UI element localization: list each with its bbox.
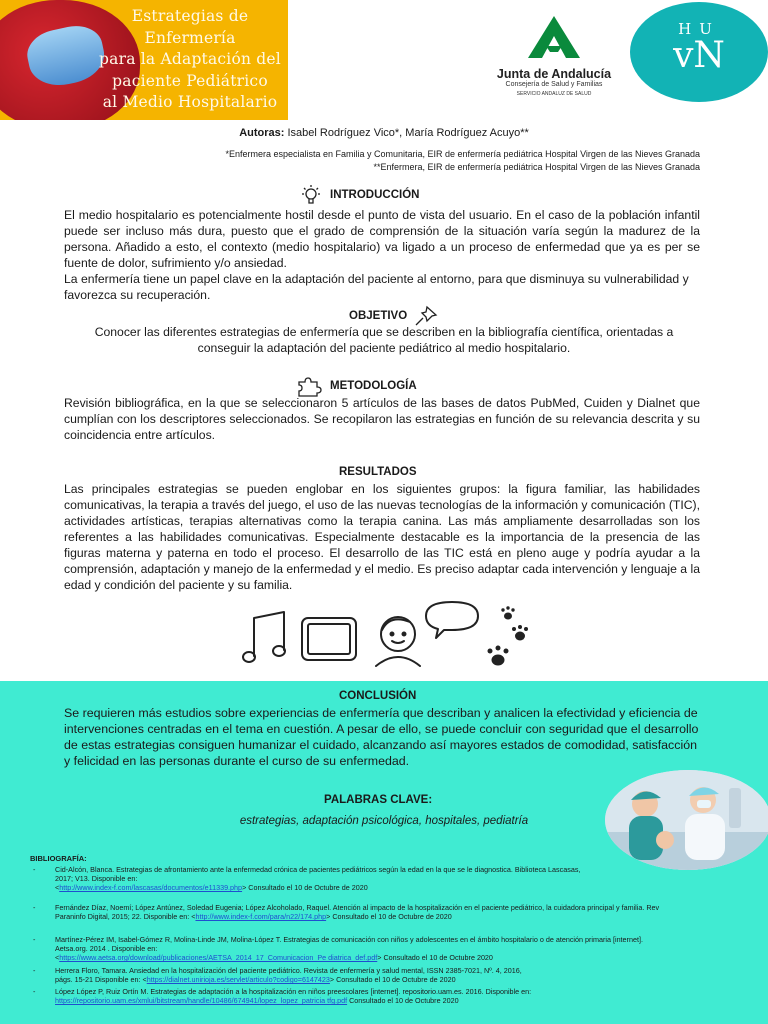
bibliography-item-5: - López López P, Ruiz Ortín M. Estrategias de adaptación a la hospitalización en niños preescolares [internet]. repositorio.uam.es. 2016. Disponible en: https://repositorio.uam.es/xmlui/bitstream/handle/10486/674941/lopez_lopez_patricia tfg.pdf Consultado el 10 de Octubre 2020 <box>33 987 532 1006</box>
huvn-logo: HU vN <box>630 2 768 102</box>
bibliography-link-4[interactable]: https://dialnet.unirioja.es/servlet/articulo?codigo=6147423 <box>146 975 330 985</box>
intro-text: El medio hospitalario es potencialmente hostil desde el punto de vista del usuario. En el caso de la población infantil puede ser incluso más dura, puesto que el grado de comprensión de la situación varía según la madurez de la persona. Añadido a esto, el contexto (medio hospitalario) va ligado a un proceso de enfermedad que ya es per se fuente de dolor, sufrimiento y/o ansiedad. <box>64 208 700 270</box>
music-note-icon <box>243 612 285 662</box>
bibliography-item-2: - Fernández Díaz, Noemí; López Antúnez, Soledad Eugenia; López Alcoholado, Raquel. Atención al impacto de la hospitalización en el paciente pediátrico, la cuidadora principal y familia. Rev Paraninfo Digital, 2015; 22. Disponible en: <http://www.index-f.com/para/n22/174.php> Consultado el 10 de Octubre de 2020 <box>33 903 660 922</box>
affiliation-2: **Enfermera, EIR de enfermería pediátrica Hospital Virgen de las Nieves Granada <box>373 161 700 172</box>
paw-prints-icon <box>488 606 529 665</box>
intro-text-2: La enfermería tiene un papel clave en la adaptación del paciente al entorno, para que disminuya su vulnerabilidad y favorezca su recuperación. <box>64 272 689 302</box>
affiliation-1: *Enfermera especialista en Familia y Comunitaria, EIR de enfermería pediátrica Hospital Virgen de las Nieves Granada <box>225 149 700 159</box>
tablet-icon <box>302 618 356 660</box>
resultados-heading: RESULTADOS <box>339 466 417 478</box>
affiliations <box>60 148 700 173</box>
bibliography-item-4: - Herrera Floro, Tamara. Ansiedad en la hospitalización del paciente pediátrico. Revista de enfermería y salud mental, ISSN 2385-7021, Nº. 4, 2016, págs. 15-21 Disponible en: <https://dialnet.unirioja.es/servlet/articulo?codigo=6147423> Consultado el 10 de Octubre de 2020 <box>33 966 522 985</box>
junta-andalucia-logo: Junta de Andalucía Consejería de Salud y Familias SERVICIO ANDALUZ DE SALUD <box>484 14 624 104</box>
authors-names: Isabel Rodríguez Vico*, María Rodríguez Acuyo** <box>284 127 529 139</box>
resultados-text: Las principales estrategias se pueden englobar en los siguientes grupos: la figura familiar, las habilidades comunicativas, la terapia a través del juego, el uso de las nuevas tecnologías de la información y comunicación (TIC), actividades artísticas, terapias alternativas como la terapia canina. Las más ampliamente desarrolladas son los referentes a las habilidades comunicativas. Especialmente destacable es la importancia de la presencia de las figuras materna y paterna en todo el proceso. El desarrollo de las TIC está en pleno auge y podría ayudar a la comprensión, adaptación y manejo de la enfermedad y el medio. Es preciso adaptar cada intervención y lenguaje a la edad y condición del paciente y su familia. <box>64 482 700 592</box>
bibliography-item-3: - Martínez-Pérez IM, Isabel-Gómez R, Molina-Linde JM, Molina-López T. Estrategias de comunicación con niños y adolescentes en el ámbito hospitalario o de atención primaria [internet]. Aetsa.org. 2014 . Disponible en: <https://www.aetsa.org/download/publicaciones/AETSA_2014_17_Comunicacion_Pe diatrica_def.pdf> Consultado el 10 de Octubre 2020 <box>33 935 643 963</box>
bibliography-link-3[interactable]: https://www.aetsa.org/download/publicaciones/AETSA_2014_17_Comunicacion_Pe diatrica_def.pdf <box>59 953 378 963</box>
conclusion-heading: CONCLUSIÓN <box>339 690 417 702</box>
intro-heading: INTRODUCCIÓN <box>298 184 419 206</box>
authors-label: Autoras: <box>239 127 285 139</box>
speech-bubble-icon <box>426 602 478 638</box>
bibliography-item-1: - Cid-Alcón, Blanca. Estrategias de afrontamiento ante la enfermedad crónica de pacientes pediátricos según la edad en la que se le diagnostica. Biblioteca Lascasas, 2017; V13. Disponible en: <http://www.index-f.com/lascasas/documentos/e11339.php> Consultado el 10 de Octubre de 2020 <box>33 865 581 893</box>
header-image <box>0 0 288 120</box>
authors-line <box>0 127 768 139</box>
nurses-photo <box>605 770 768 870</box>
metodologia-text: Revisión bibliográfica, en la que se seleccionaron 5 artículos de las bases de datos PubMed, Cuiden y Dialnet que cumplían con los descriptores seleccionados. Se recopilaron las estrategias en función de su relevancia descrita y su coincidencia entre artículos. <box>64 396 700 442</box>
lightbulb-icon <box>298 184 324 206</box>
bibliography-link-2[interactable]: http://www.index-f.com/para/n22/174.php <box>195 912 327 922</box>
keywords-text: estrategias, adaptación psicológica, hospitales, pediatría <box>239 815 529 827</box>
metodologia-heading: METODOLOGÍA <box>296 374 417 398</box>
bibliography-link-5[interactable]: https://repositorio.uam.es/xmlui/bitstream/handle/10486/674941/lopez_lopez_patricia tfg.pdf <box>55 996 348 1006</box>
bibliography-link-1[interactable]: http://www.index-f.com/lascasas/documentos/e11339.php <box>59 883 243 893</box>
poster-title: Estrategias de Enfermería para la Adaptación del paciente Pediátrico al Medio Hospitalario <box>99 7 281 111</box>
junta-triangle-icon <box>526 14 582 60</box>
objetivo-text: Conocer las diferentes estrategias de enfermería que se describen en la bibliografía científica, orientadas a conseguir la adaptación del paciente pediátrico al medio hospitalario. <box>94 325 674 355</box>
bibliography-heading: BIBLIOGRAFÍA: <box>30 854 87 863</box>
keywords-heading: PALABRAS CLAVE: <box>324 794 433 806</box>
results-illustrations <box>240 600 540 676</box>
conclusion-text: Se requieren más estudios sobre experiencias de enfermería que describan y analicen la efectividad y eficiencia de intervenciones centradas en el tema en cuestión. A pesar de ello, se puede concluir con seguridad que el desarrollo de estas estrategias consiguen humanizar el cuidado, alcanzando así mayores estados de comodidad, satisfacción y felicidad en las personas durante el curso de su enfermedad. <box>64 706 699 768</box>
objetivo-heading: OBJETIVO <box>349 304 439 328</box>
child-face-icon <box>376 617 420 666</box>
